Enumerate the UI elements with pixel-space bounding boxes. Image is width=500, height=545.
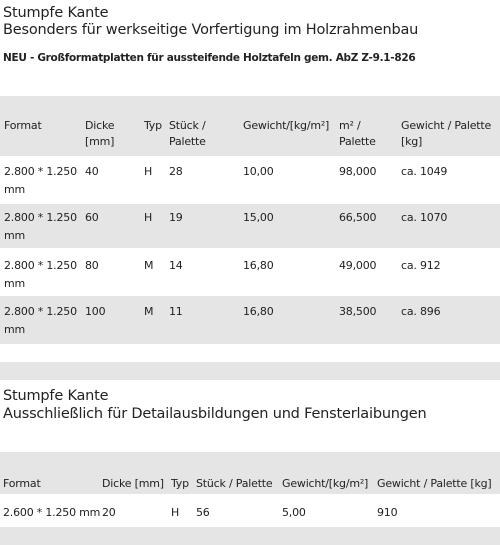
section2-title: Stumpfe Kante [3, 388, 109, 404]
table1-header-cell: Gewicht / Palette [401, 119, 492, 132]
table2-cell-typ: H [171, 506, 180, 519]
table1-cell-format: 2.800 * 1.250 [4, 211, 77, 224]
table1-header-cell: Format [4, 119, 42, 132]
table1-cell-palette: ca. 912 [401, 259, 441, 272]
table1-cell-dicke: 60 [85, 211, 99, 224]
table2-header-cell: Stück / Palette [196, 477, 273, 490]
table1-cell-format-unit: mm [4, 229, 26, 242]
table1-header-cell: m² / [339, 119, 361, 132]
table1-cell-palette: ca. 1070 [401, 211, 448, 224]
table1-cell-stueck: 19 [169, 211, 183, 224]
section1-subtitle: Besonders für werkseitige Vorfertigung im Holzrahmenbau [3, 22, 419, 38]
table2-header-cell: Dicke [mm] [102, 477, 164, 490]
table1-cell-typ: M [144, 305, 154, 318]
table2-header-cell: Gewicht/[kg/m²] [282, 477, 369, 490]
table1-cell-m2: 38,500 [339, 305, 377, 318]
table1-cell-format-unit: mm [4, 183, 26, 196]
table2-cell-palette: 910 [377, 506, 398, 519]
table1-cell-typ: H [144, 211, 153, 224]
table1-cell-format-unit: mm [4, 277, 26, 290]
table1-cell-gewicht: 10,00 [243, 165, 274, 178]
table1-cell-stueck: 28 [169, 165, 183, 178]
table2-cell-gewicht: 5,00 [282, 506, 306, 519]
table1-cell-palette: ca. 1049 [401, 165, 448, 178]
table1-cell-dicke: 80 [85, 259, 99, 272]
table1-cell-format-unit: mm [4, 323, 26, 336]
table2-cell-stueck: 56 [196, 506, 210, 519]
table2-header-cell: Gewicht / Palette [kg] [377, 477, 492, 490]
table1-header-cell: Palette [169, 135, 206, 148]
table1-cell-format: 2.800 * 1.250 [4, 165, 77, 178]
table1-header-cell: [mm] [85, 135, 115, 148]
table1-header-cell: Gewicht/[kg/m²] [243, 119, 330, 132]
table1-cell-palette: ca. 896 [401, 305, 441, 318]
table1-header-cell: [kg] [401, 135, 423, 148]
table1-cell-typ: H [144, 165, 153, 178]
table1-header-cell: Typ [144, 119, 162, 132]
table2-cell-dicke: 20 [102, 506, 116, 519]
table1-header-cell: Palette [339, 135, 376, 148]
table1-cell-stueck: 11 [169, 305, 183, 318]
table1-cell-dicke: 40 [85, 165, 99, 178]
table1-cell-m2: 49,000 [339, 259, 377, 272]
table1-cell-gewicht: 15,00 [243, 211, 274, 224]
table1-cell-gewicht: 16,80 [243, 259, 274, 272]
table1-cell-typ: M [144, 259, 154, 272]
table1-cell-format: 2.800 * 1.250 [4, 259, 77, 272]
table2-cell-format: 2.600 * 1.250 mm [3, 506, 101, 519]
section2-subtitle: Ausschließlich für Detailausbildungen und Fensterlaibungen [3, 406, 427, 422]
table2-header-cell: Typ [171, 477, 189, 490]
table1-cell-dicke: 100 [85, 305, 106, 318]
table1-cell-format: 2.800 * 1.250 [4, 305, 77, 318]
table2-bottom-band [0, 527, 500, 545]
section-divider-band [0, 362, 500, 380]
table2-header-cell: Format [3, 477, 41, 490]
table1-cell-m2: 66,500 [339, 211, 377, 224]
table1-cell-gewicht: 16,80 [243, 305, 274, 318]
section1-title: Stumpfe Kante [3, 5, 109, 21]
table1-cell-m2: 98,000 [339, 165, 377, 178]
section1-note: NEU - Großformatplatten für aussteifende Holztafeln gem. AbZ Z-9.1-826 [3, 52, 416, 64]
table1-header-cell: Stück / [169, 119, 206, 132]
table1-cell-stueck: 14 [169, 259, 183, 272]
table1-header-cell: Dicke [85, 119, 115, 132]
